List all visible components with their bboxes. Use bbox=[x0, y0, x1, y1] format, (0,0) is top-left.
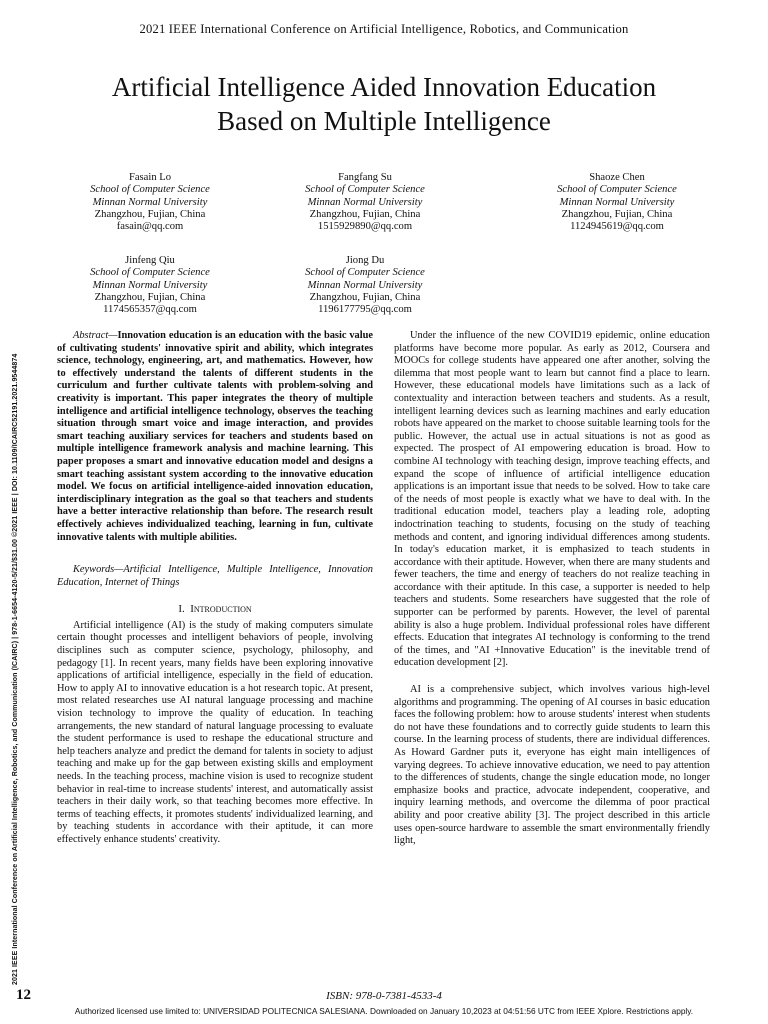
abstract bbox=[57, 330, 373, 544]
author-block bbox=[275, 255, 455, 316]
author-location: Zhangzhou, Fujian, China bbox=[94, 208, 206, 220]
author-name: Fangfang Su bbox=[338, 172, 392, 183]
author-email: 1174565357@qq.com bbox=[103, 304, 197, 316]
section-heading bbox=[57, 603, 373, 616]
author-email: 1515929890@qq.com bbox=[317, 221, 413, 233]
author-university: Minnan Normal University bbox=[307, 196, 423, 208]
page-number: 12 bbox=[16, 987, 31, 1003]
right-column bbox=[394, 330, 710, 848]
author-email: fasain@qq.com bbox=[116, 221, 184, 233]
author-name: Jiong Du bbox=[345, 255, 385, 266]
section-number: I. bbox=[178, 603, 185, 616]
author-name: Jinfeng Qiu bbox=[125, 255, 175, 266]
author-location: Zhangzhou, Fujian, China bbox=[561, 208, 673, 220]
left-column bbox=[57, 330, 373, 847]
author-school: School of Computer Science bbox=[305, 267, 425, 279]
conference-header: 2021 IEEE International Conference on Artificial Intelligence, Robotics, and Communication bbox=[139, 22, 629, 36]
body-paragraph: AI is a comprehensive subject, which involves various high-level algorithms and programming. The opening of AI courses in basic education faces the following problem: how to arouse students' interest when students do not have these foundations and to correctly guide students to learn this course. In the learning process of students, there are individual differences. As Howard Gardner puts it, everyone has eight main intelligences of varying degrees. To achieve innovative education, we need to pay attention to the differences of students, change the single education mode, no longer emphasize books and practice, advocate independent, cooperative, and inquiry learning methods, and overcome the dilemma of poor practical ability and poor creative ability [3]. The project described in this article uses open-source hardware to assemble the smart environmentally friendly light, bbox=[394, 684, 710, 847]
license-notice: Authorized licensed use limited to: UNIVERSIDAD POLITECNICA SALESIANA. Downloaded on January 10,2023 at 04:51:56 UTC from IEEE Xplore. Restrictions apply. bbox=[74, 1006, 694, 1016]
abstract-lead: Abstract— bbox=[73, 330, 118, 341]
section-title: Introduction bbox=[190, 603, 252, 616]
paper-title bbox=[40, 70, 728, 138]
author-university: Minnan Normal University bbox=[307, 279, 423, 291]
author-email: 1196177795@qq.com bbox=[318, 304, 412, 316]
keywords: Keywords—Artificial Intelligence, Multiple Intelligence, Innovation Education, Internet of Things bbox=[57, 564, 373, 588]
isbn: ISBN: 978-0-7381-4533-4 bbox=[326, 990, 442, 1002]
author-block bbox=[60, 172, 240, 233]
author-school: School of Computer Science bbox=[90, 184, 210, 196]
author-university: Minnan Normal University bbox=[559, 196, 675, 208]
author-block bbox=[527, 172, 707, 233]
author-school: School of Computer Science bbox=[305, 184, 425, 196]
doi-side-text: 2021 IEEE International Conference on Artificial Intelligence, Robotics, and Communication (ICAIRC) | 978-1-6654-4120-5/21/$31.00 ©2021 IEEE | DOI: 10.1109/ICAIRC52191.2021.9544874 bbox=[12, 353, 19, 985]
author-name: Fasain Lo bbox=[128, 172, 172, 183]
doi-side-tag bbox=[9, 205, 23, 985]
author-email: 1124945619@qq.com bbox=[570, 221, 664, 233]
intro-paragraph: Artificial intelligence (AI) is the study of making computers simulate certain thought processes and intelligent behaviors of people, involving disciplines such as computer science, psychology, philosophy, and pedagogy [1]. In recent years, many fields have been exploring innovative applications of artificial intelligence, especially in the field of education. How to apply AI to innovative education is a hot research topic. At present, most related researches use AI natural language processing and machine vision technology to improve the quality of education. In teaching arrangements, the new standard of natural language processing to evaluate the student performance is used to reshape the educational structure and help teachers analyze and predict the demand for talents in society to adjust teaching and make up for the gap between existing skills and employment needs. In the teaching process, machine vision is used to recognize student behavior in real-time to increase students' interest, and automatically assist teachers in their daily work, so that teaching becomes more effective. In terms of teaching effects, it promotes students' individualized learning, and by teaching students in accordance with their aptitude, it can more effectively enhance students' creativity. bbox=[57, 619, 373, 845]
author-university: Minnan Normal University bbox=[92, 196, 208, 208]
author-block bbox=[275, 172, 455, 233]
author-name: Shaoze Chen bbox=[589, 172, 645, 183]
author-university: Minnan Normal University bbox=[92, 279, 208, 291]
abstract-body: Innovation education is an education with the basic value of cultivating students' innovative spirit and ability, which integrates science, technology, engineering, art, and mathematics. However, how to effectively understand the talents of different students in the curriculum and further cultivate talents with problem-solving and creativity is important. This paper integrates the theory of multiple intelligence and artificial intelligence technology, observes the teaching situation through smart voice and image interaction, and provides smart teaching auxiliary services for teachers and students based on multiple intelligence framework analysis and machine learning. This paper proposes a smart and innovative education model and designs a smart teaching assistant system according to the innovative education model. We focus on artificial intelligence-aided innovation education, interdisciplinary integration as the goal so that teachers and students have a better interactive relationship than before. The research result effectively achieves individualized teaching, learning in fun, cultivate innovative talents with multiple abilities. bbox=[57, 330, 373, 543]
author-location: Zhangzhou, Fujian, China bbox=[94, 291, 206, 303]
author-block bbox=[60, 255, 240, 316]
author-location: Zhangzhou, Fujian, China bbox=[309, 291, 421, 303]
author-school: School of Computer Science bbox=[90, 267, 210, 279]
author-location: Zhangzhou, Fujian, China bbox=[309, 208, 421, 220]
body-paragraph: Under the influence of the new COVID19 epidemic, online education platforms have become more popular. As early as 2012, Coursera and MOOCs for college students have appeared one after another, solving the dilemma that most people want to learn but cannot find a place to learn. However, these educational models have limitations such as a lack of contextuality and interaction between teachers and students. As a result, intelligent learning devices such as learning machines and early education robots have appeared on the market to choose suitable learning tools for the public. However, the actual use in actual situations is not as good as expected. The prospect of AI empowering education is broad. How to combine AI technology with teaching design, improve teaching effects, and expand the scope of influence of artificial intelligence education applications is an important issue that needs to be solved. How to take care of the needs of most people is exactly what we have to deal with. In the traditional education model, teachers play a leading role, adopting indoctrination teaching to students, focusing on the study of teaching methods and content, and ignoring individual differences among students. In today's education market, it is emphasized to teach students in accordance with their aptitude. However, when there are many students and fewer teachers, the time and energy of teachers do not realize teaching in accordance with their aptitude. In this case, a supporter is needed to help teachers and students. Some researchers have suggested that the role of supporter can be performed by parents. However, the level of parental ability is also a huge problem. Individual professional roles have different effects. Education that integrates AI technology is conforming to the trend of the times, and "AI +Innovative Education" is the inevitable trend of education development [2]. bbox=[394, 330, 710, 669]
paper-title-line-1: Artificial Intelligence Aided Innovation Education bbox=[111, 72, 657, 102]
paper-title-line-2: Based on Multiple Intelligence bbox=[217, 106, 551, 136]
author-school: School of Computer Science bbox=[557, 184, 677, 196]
